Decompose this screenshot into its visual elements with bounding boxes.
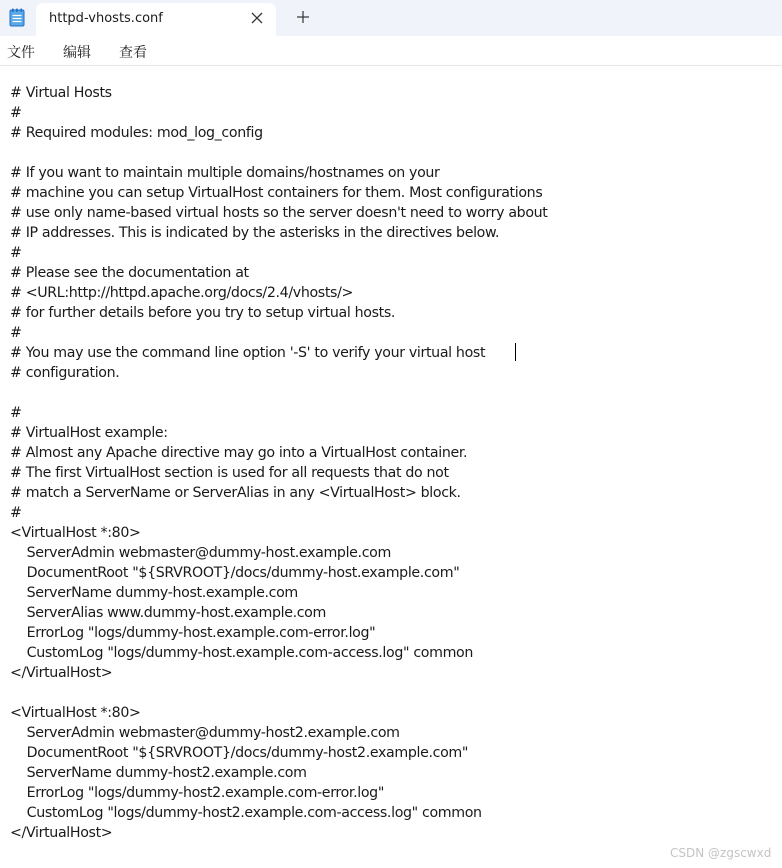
menu-view[interactable]: 查看 (119, 45, 147, 61)
watermark: CSDN @zgscwxd (670, 846, 772, 860)
tab-httpd-vhosts[interactable] (36, 3, 276, 36)
text-caret (515, 343, 516, 361)
tab-title: httpd-vhosts.conf (49, 11, 163, 26)
plus-icon[interactable] (296, 10, 310, 24)
menu-edit[interactable]: 编辑 (63, 45, 91, 61)
menu-bar (0, 36, 782, 66)
document-content[interactable]: # Virtual Hosts # # Required modules: mod_log_config # If you want to maintain multiple domains/hostnames on your # machine you can setup VirtualHost containers for them. Most configurations # use only name-based virtual hosts so the server doesn't need to worry about # IP addresses. This is indicated by the asterisks in the directives below. # # Please see the documentation at # <URL:http://httpd.apache.org/docs/2.4/vhosts/> # for further details before you try to setup virtual hosts. # # You may use the command line option '-S' to verify your virtual host # configuration. # # VirtualHost example: # Almost any Apache directive may go into a VirtualHost container. # The first VirtualHost section is used for all requests that do not # match a ServerName or ServerAlias in any <VirtualHost> block. # <VirtualHost *:80> ServerAdmin webmaster@dummy-host.example.com DocumentRoot "${SRVROOT}/docs/dummy-host.example.com" ServerName dummy-host.example.com ServerAlias www.dummy-host.example.com ErrorLog "logs/dummy-host.example.com-error.log" CustomLog "logs/dummy-host.example.com-access.log" common </VirtualHost> <VirtualHost *:80> ServerAdmin webmaster@dummy-host2.example.com DocumentRoot "${SRVROOT}/docs/dummy-host2.example.com" ServerName dummy-host2.example.com ErrorLog "logs/dummy-host2.example.com-error.log" CustomLog "logs/dummy-host2.example.com-access.log" common </VirtualHost> (10, 85, 548, 841)
notepad-icon[interactable] (9, 8, 25, 27)
text-editor[interactable] (0, 67, 782, 868)
title-bar (0, 0, 782, 36)
close-icon[interactable] (250, 11, 264, 25)
menu-file[interactable]: 文件 (7, 45, 35, 61)
